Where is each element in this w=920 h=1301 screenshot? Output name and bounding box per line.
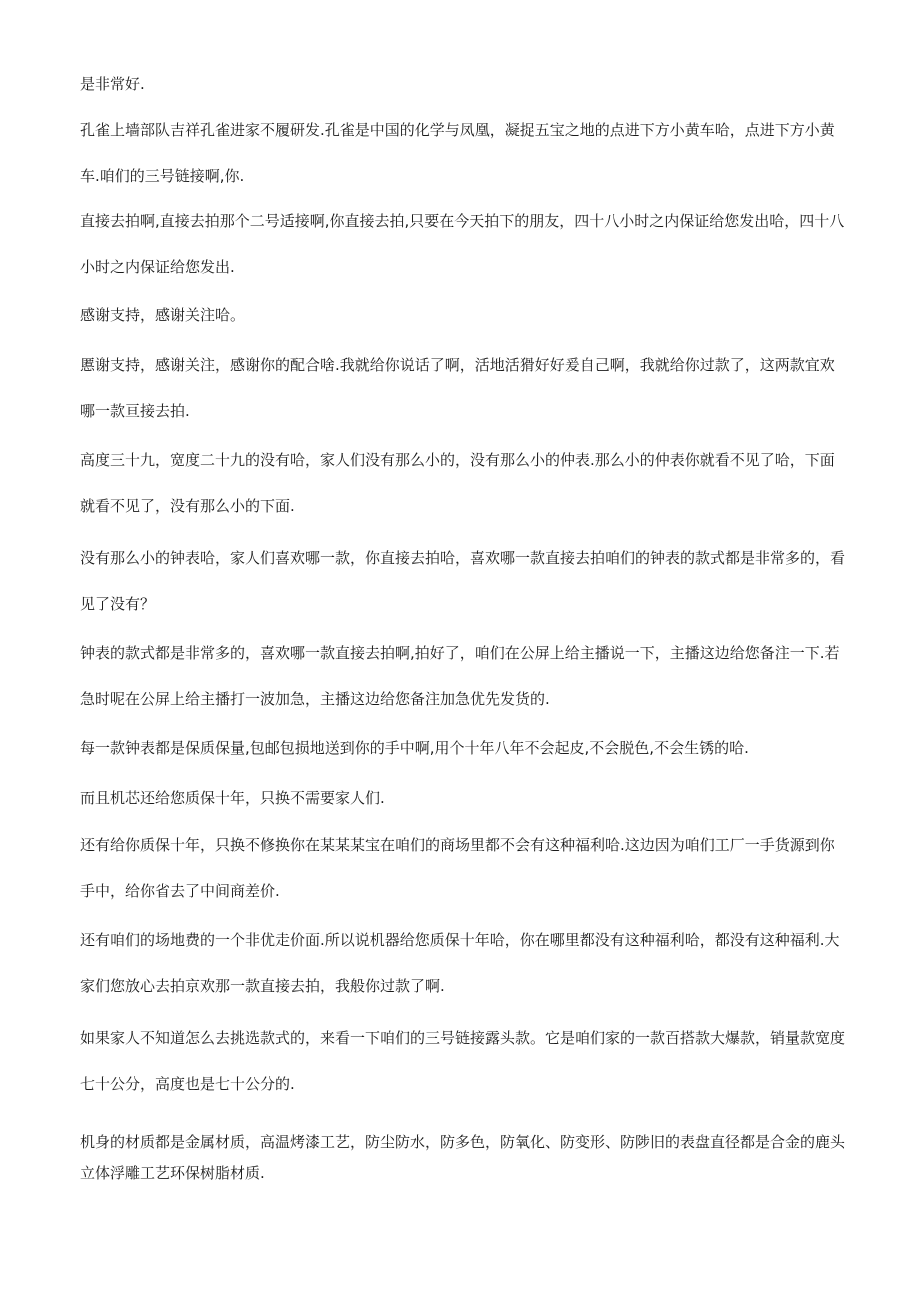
paragraph-11: 还有给你质保十年，只换不修换你在某某某宝在咱们的商场里都不会有这种福利哈.这边因为咱们工厂一手货源到你手中，给你省去了中间商差价. [80,836,835,900]
paragraph-12: 还有咱们的场地费的一个非优走价面.所以说机器给您质保十年哈，你在哪里都没有这种福利哈，都没有这种福利.大家们您放心去拍京欢那一款直接去拍，我般你过款了啊. [80,931,840,995]
paragraph-3: 直接去拍啊,直接去拍那个二号适接啊,你直接去拍,只要在今天拍下的朋友，四十八小时之内保证给您发出哈，四十八小时之内保证给您发出. [80,212,845,276]
paragraph-1: 是非常好. [80,75,145,93]
paragraph-13: 如果家人不知道怎么去挑选款式的，来看一下咱们的三号链接露头款。它是咱们家的一款百搭款大爆款，销量款宽度七十公分，高度也是七十公分的. [80,1029,846,1093]
paragraph-4: 感谢支持，感谢关注哈。 [80,306,246,324]
paragraph-10: 而且机芯还给您质保十年，只换不需要家人们. [80,789,385,807]
paragraph-7: 没有那么小的钟表哈，家人们喜欢哪一款，你直接去拍哈，喜欢哪一款直接去拍咱们的钟表的款式都是非常多的，看见了没有？ [80,549,846,613]
paragraph-9: 每一款钟表都是保质保量,包邮包损地送到你的手中啊,用个十年八年不会起皮,不会脱色,不会生锈的哈. [80,739,749,757]
paragraph-14: 机身的材质都是金属材质，高温烤漆工艺，防尘防水，防多色，防氧化、防变形、防陟旧的表盘直径都是合金的鹿头立体浮雕工艺环保树脂材质. [80,1133,846,1182]
paragraph-2: 孔雀上墙部队吉祥孔雀进家不履研发.孔雀是中国的化学与凤凰，凝捉五宝之地的点进下方小黄车哈，点进下方小黄车.咱们的三号链接啊,你. [80,121,835,185]
paragraph-5: 慝谢支持，感谢关注，感谢你的配合啥.我就给你说话了啊，活地活猾好好爰自己啊，我就给你过款了，这两款宜欢哪一款亘接去拍. [80,356,835,420]
paragraph-8: 钟表的款式都是非常多的，喜欢哪一款直接去拍啊,拍好了，咱们在公屏上给主播说一下，主播这边给您备注一下.若急时呢在公屏上给主播打一波加急，主播这边给您备注加急优先发货的. [80,644,840,708]
paragraph-6: 高度三十九，宽度二十九的没有哈，家人们没有那么小的，没有那么小的仲表.那么小的仲表你就看不见了哈，下面就看不见了，没有那么小的下面. [80,451,835,515]
